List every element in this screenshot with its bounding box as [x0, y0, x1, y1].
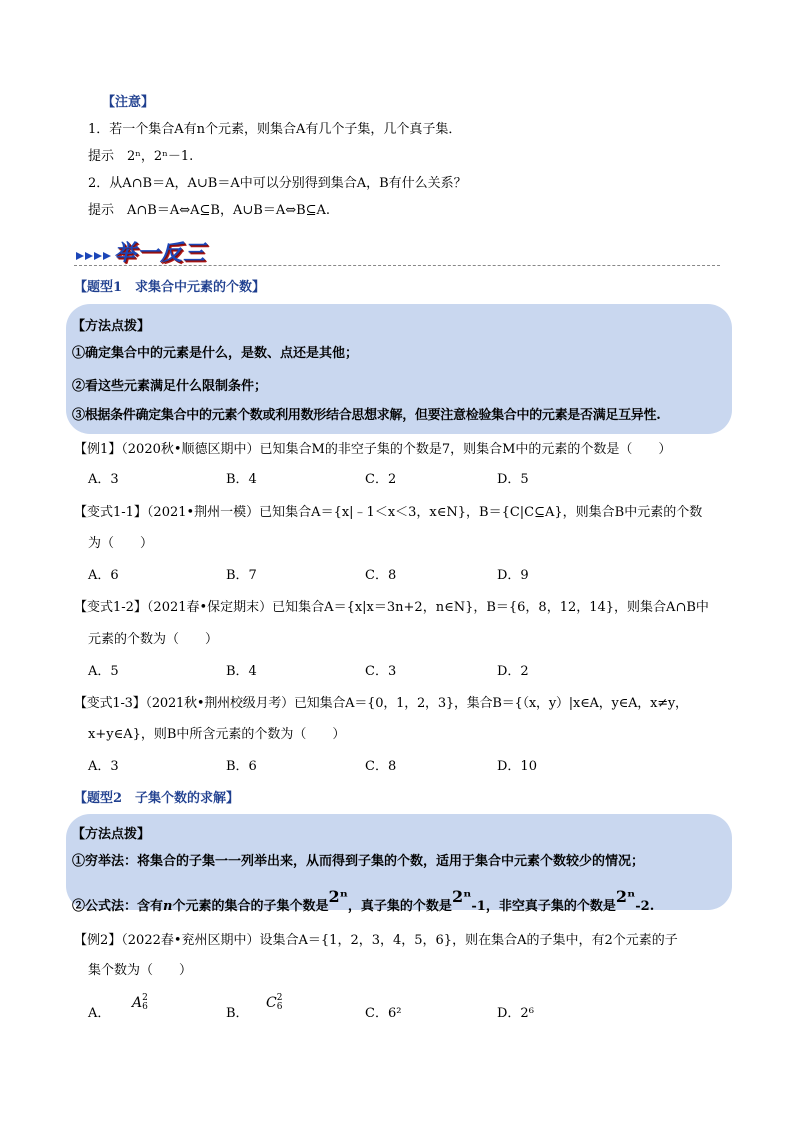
option-b: B．7: [226, 568, 257, 583]
power-2n: 2ⁿ: [451, 887, 472, 906]
option-a: A．5: [88, 664, 119, 679]
option-a-expr: [132, 994, 148, 1012]
note-question-2: 2．从A∩B＝A，A∪B＝A中可以分别得到集合A，B有什么关系？: [88, 176, 467, 191]
text: ②公式法：含有: [72, 899, 164, 914]
type2-title: 【题型2 子集个数的求解】: [74, 791, 240, 806]
method-point-2: [72, 887, 655, 916]
note-title: 【注意】: [102, 95, 155, 110]
hint-label: 提示: [88, 203, 115, 218]
text: -1，非空真子集的个数是: [471, 899, 616, 914]
option-d: D．5: [497, 472, 529, 487]
method-point-2: ②看这些元素满足什么限制条件；: [72, 379, 268, 394]
expr-base: C: [266, 995, 277, 1011]
text: -2.: [635, 899, 655, 914]
method-title: 【方法点拨】: [72, 319, 151, 334]
power-2n: 2ⁿ: [328, 887, 348, 906]
option-d: D．10: [497, 759, 537, 774]
method-point-1: ①穷举法：将集合的子集一一列举出来，从而得到子集的个数，适用于集合中元素个数较少的情况；: [72, 854, 645, 869]
hint-label: 提示: [88, 149, 115, 164]
option-c: C．8: [365, 759, 397, 774]
option-a: A．3: [88, 759, 119, 774]
option-c: C．8: [365, 568, 397, 583]
arrows-icon: [76, 238, 116, 268]
section-banner: [76, 236, 226, 266]
power-2n: 2ⁿ: [615, 887, 636, 906]
option-c: C．2: [365, 472, 397, 487]
option-a: A．3: [88, 472, 119, 487]
variant-1-1-stem-cont: 为（ ）: [88, 536, 154, 551]
option-c: C．3: [365, 664, 397, 679]
hint-text: A∩B＝A⇔A⊆B，A∪B＝A⇔B⊆A.: [127, 203, 331, 218]
option-d: D．2: [497, 664, 529, 679]
expr-sup: 2: [276, 993, 283, 1003]
example-2-stem: 【例2】（2022春•兖州区期中）设集合A＝{1，2，3，4，5，6}，则在集合A的子集中，有2个元素的子: [74, 933, 678, 948]
option-d: D．9: [497, 568, 529, 583]
option-b: B．4: [226, 472, 257, 487]
note-answer-2: [88, 202, 330, 220]
option-a: A．: [88, 1006, 111, 1021]
option-a: A．6: [88, 568, 119, 583]
method-title: 【方法点拨】: [72, 827, 151, 842]
variant-1-2-stem: 【变式1-2】（2021春•保定期末）已知集合A＝{x|x＝3n+2，n∈N}，B＝{6，8，12，14}，则集合A∩B中: [74, 600, 709, 615]
example-2-stem-cont: 集个数为（ ）: [88, 963, 193, 978]
expr-sub: 6: [142, 1002, 148, 1012]
hint-text: 2ⁿ，2ⁿ－1.: [127, 149, 194, 164]
option-b: B．6: [226, 759, 257, 774]
type1-title: 【题型1 求集合中元素的个数】: [74, 280, 266, 295]
method-point-1: ①确定集合中的元素是什么，是数、点还是其他；: [72, 346, 359, 361]
example-1-stem: 【例1】（2020秋•顺德区期中）已知集合M的非空子集的个数是7，则集合M中的元素的个数是（ ）: [74, 442, 672, 457]
note-question-1: 1．若一个集合A有n个元素，则集合A有几个子集，几个真子集．: [88, 122, 462, 137]
banner-title: 举一反三: [114, 241, 207, 266]
method-point-3: ③根据条件确定集合中的元素个数或利用数形结合思想求解，但要注意检验集合中的元素是否满足互异性.: [72, 408, 661, 423]
option-b: B．: [226, 1006, 249, 1021]
variant-1-3-stem: 【变式1-3】（2021秋•荆州校级月考）已知集合A＝{0，1，2，3}，集合B＝{（x，y）|x∈A，y∈A，x≠y，: [74, 696, 688, 711]
variant-1-1-stem: 【变式1-1】（2021•荆州一模）已知集合A＝{x|﹣1＜x＜3，x∈N}，B＝{C|C⊆A}，则集合B中元素的个数: [74, 505, 703, 520]
variant-1-2-stem-cont: 元素的个数为（ ）: [88, 632, 219, 647]
option-d: D．2⁶: [497, 1006, 534, 1021]
divider: [74, 265, 720, 266]
expr-sup: 2: [142, 993, 148, 1003]
var-n: n: [163, 899, 173, 914]
variant-1-3-stem-cont: x+y∈A}，则B中所含元素的个数为（ ）: [88, 727, 346, 742]
option-b-expr: [266, 994, 282, 1012]
option-c: C．6²: [365, 1006, 402, 1021]
expr-sub: 6: [276, 1002, 283, 1012]
text: 个元素的集合的子集个数是: [172, 899, 329, 914]
expr-base: A: [132, 995, 143, 1011]
text: ，真子集的个数是: [347, 899, 452, 914]
note-answer-1: [88, 148, 193, 166]
option-b: B．4: [226, 664, 257, 679]
